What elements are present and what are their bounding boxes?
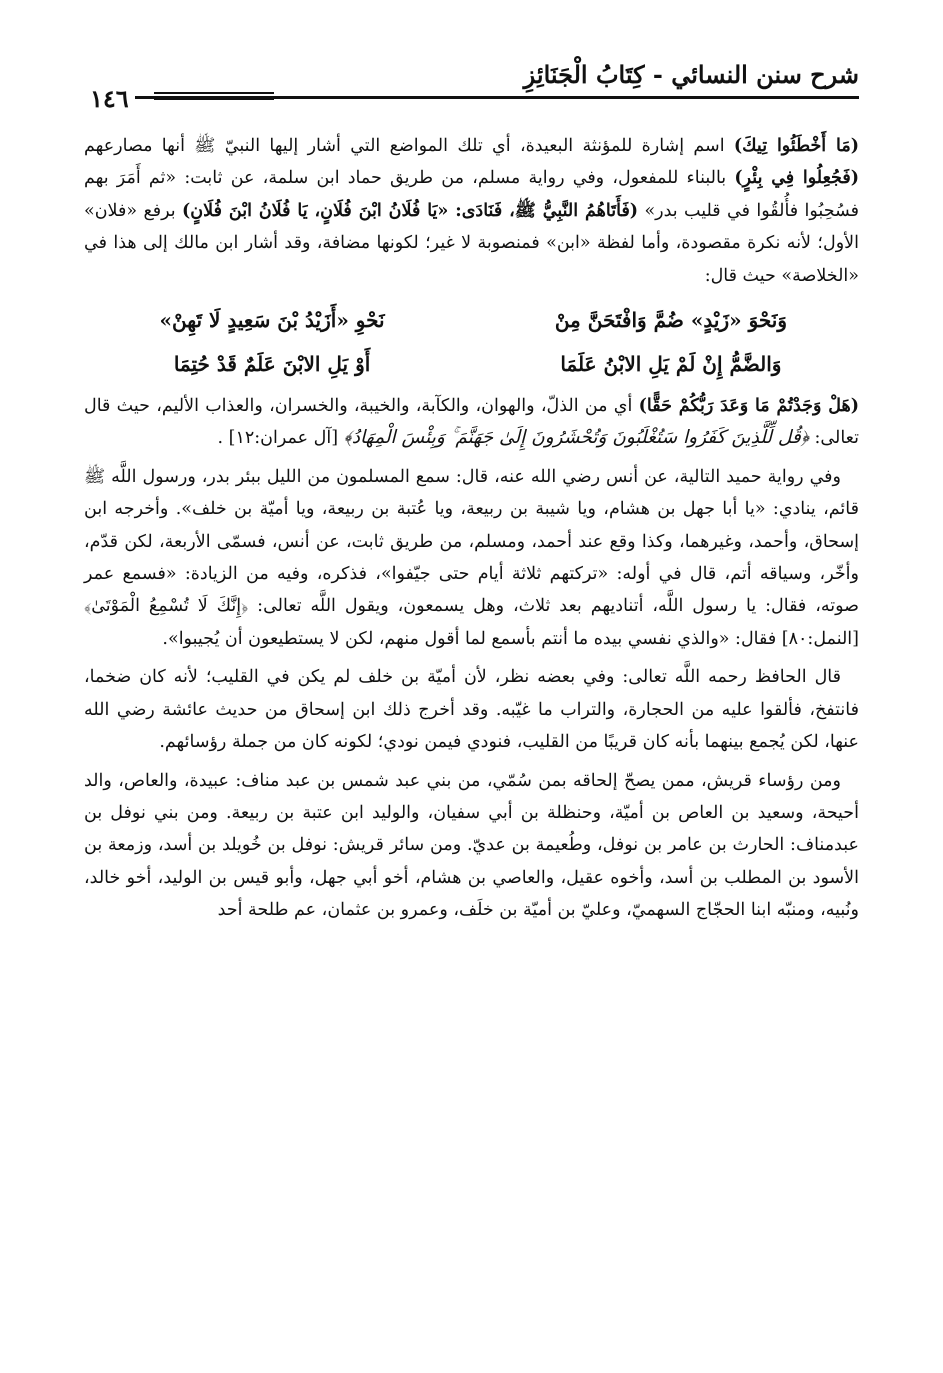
header-title: شرح سنن النسائي - كِتَابُ الْجَنَائِزِ — [523, 60, 859, 89]
bold-quote-segment: (هَلْ وَجَدْتُمْ مَا وَعَدَ رَبُّكُمْ حَقًّا) — [638, 396, 859, 417]
paragraph-commentary-2 — [84, 390, 859, 455]
verse-hemistich: وَنَحْوَ «زَيْدٍ» ضُمَّ وَافْتَحَنَّ مِنْ — [554, 308, 788, 333]
verse-line — [84, 342, 859, 386]
verse-hemistich: نَحْوِ «أَزَيْدُ بْنَ سَعِيدٍ لَا تَهِنْ» — [159, 308, 385, 333]
paragraph-hadith-narration: وفي رواية حميد التالية، عن أنس رضي الله عنه، قال: سمع المسلمون من الليل ببئر بدر، ورسول اللَّه ﷺ قائم، ينادي: «يا أبا جهل بن هشام، ويا شيبة بن ربيعة، ويا عُتبة بن ربيعة، ويا أميّة بن خلف». وأخرجه ابن إسحاق، وأحمد، وغيرهما، وكذا وقع عند أحمد، ومسلم، من طريق ثابت، عن أنس، فسمّى الأربعة، لكن قدّم، وأخّر، وسياقه أتم، قال في أوله: «تركتهم ثلاثة أيام حتى جيّفوا»، فذكره، وفيه من الزيادة: «فسمع عمر صوته، فقال: يا رسول اللَّه، أتناديهم بعد ثلاث، وهل يسمعون، ويقول اللَّه تعالى: ﴿إِنَّكَ لَا تُسْمِعُ الْمَوْتَىٰ﴾ [النمل:٨٠] فقال: «والذي نفسي بيده ما أنتم بأسمع لما أقول منهم، لكن لا يستطيعون أن يُجيبوا». — [84, 466, 859, 649]
quran-verse-segment: ﴿قُل لِّلَّذِينَ كَفَرُوا سَتُغْلَبُونَ وَتُحْشَرُونَ إِلَىٰ جَهَنَّمَ ۚ وَبِئْسَ الْمِهَادُ﴾ — [343, 427, 809, 449]
verse-hemistich: وَالضَّمُّ إِنْ لَمْ يَلِ الابْنُ عَلَمَا — [560, 352, 782, 377]
bold-quote-segment: (فَأَتَاهُمُ النَّبِيُّ ﷺ، فَنَادَى: «يَا فُلَانُ ابْنَ فُلَانٍ، يَا فُلَانُ ابْنَ فُلَانٍ) — [182, 200, 639, 221]
text-segment: اسم إشارة للمؤنثة البعيدة، أي تلك المواضع التي أشار إليها النبيّ ﷺ أنها مصارعهم — [84, 136, 734, 156]
text-segment: أي من الذلّ، والهوان، والكآبة، والخيبة، والخسران، والعذاب الأليم، حيث قال تعالى: — [84, 396, 859, 449]
poem-verses — [84, 298, 859, 386]
page-body — [84, 130, 859, 933]
bold-quote-segment: (فَجُعِلُوا فِي بِئْرٍ) — [734, 168, 859, 189]
text-segment: بالبناء للمفعول، وفي رواية مسلم، من طريق حماد ابن سلمة، عن ثابت: «ثم أَمَرَ بهم فسُحِبُوا فأُلقُوا في قليب بدر» — [84, 168, 859, 221]
verse-line — [84, 298, 859, 342]
text-segment: [آل عمران:١٢] . — [217, 428, 344, 449]
text-segment: برفع «فلان» الأول؛ لأنه نكرة مقصودة، وأما لفظة «ابن» فمنصوبة لا غير؛ لكونها مضافة، وقد أشار ابن مالك إلى هذا في «الخلاصة» حيث قال: — [84, 200, 859, 286]
page-number-block — [84, 86, 274, 112]
paragraph-commentary-1 — [84, 130, 859, 292]
bold-quote-segment: (مَا أَخْطَئُوا تِيكَ) — [733, 136, 859, 156]
paragraph-hafiz-comment: قال الحافظ رحمه اللَّه تعالى: وفي بعضه نظر، لأن أميّة بن خلف لم يكن في القليب؛ لأنه كان ضخما، فانتفخ، فألقوا عليه من الحجارة، والتراب ما غيّبه. وقد أخرج ذلك ابن إسحاق من حديث عائشة رضي الله عنها، لكن يُجمع بينهما بأنه كان قريبًا من القليب، فنودي فيمن نودي؛ لكونه كان من جملة رؤسائهم. — [84, 667, 859, 753]
verse-hemistich: أَوْ يَلِ الابْنَ عَلَمٌ قَدْ حُتِمَا — [173, 352, 371, 377]
page-number: ١٤٦ — [84, 86, 135, 112]
page-number-ornament — [154, 92, 274, 104]
paragraph-quraysh-leaders: ومن رؤساء قريش، ممن يصحّ إلحاقه بمن سُمّي، من بني عبد شمس بن عبد مناف: عبيدة، والعاص، والد أحيحة، وسعيد بن العاص بن أميّة، وحنظلة بن أبي سفيان، والوليد ابن عتبة بن ربيعة. ومن بني نوفل بن عبدمناف: الحارث بن عامر بن نوفل، وطُعيمة بن عديّ. ومن سائر قريش: نوفل بن خُويلد بن أسد، وزمعة بن الأسود بن المطلب بن أسد، وأخوه عقيل، والعاصي بن هشام، أخو أبي جهل، وأبو قيس بن الوليد، أخو خالد، ونُبيه، ومنبّه ابنا الحجّاج السهميّ، وعليّ بن أميّة بن خلَف، وعمرو بن عثمان، عم طلحة أحد — [84, 770, 859, 921]
